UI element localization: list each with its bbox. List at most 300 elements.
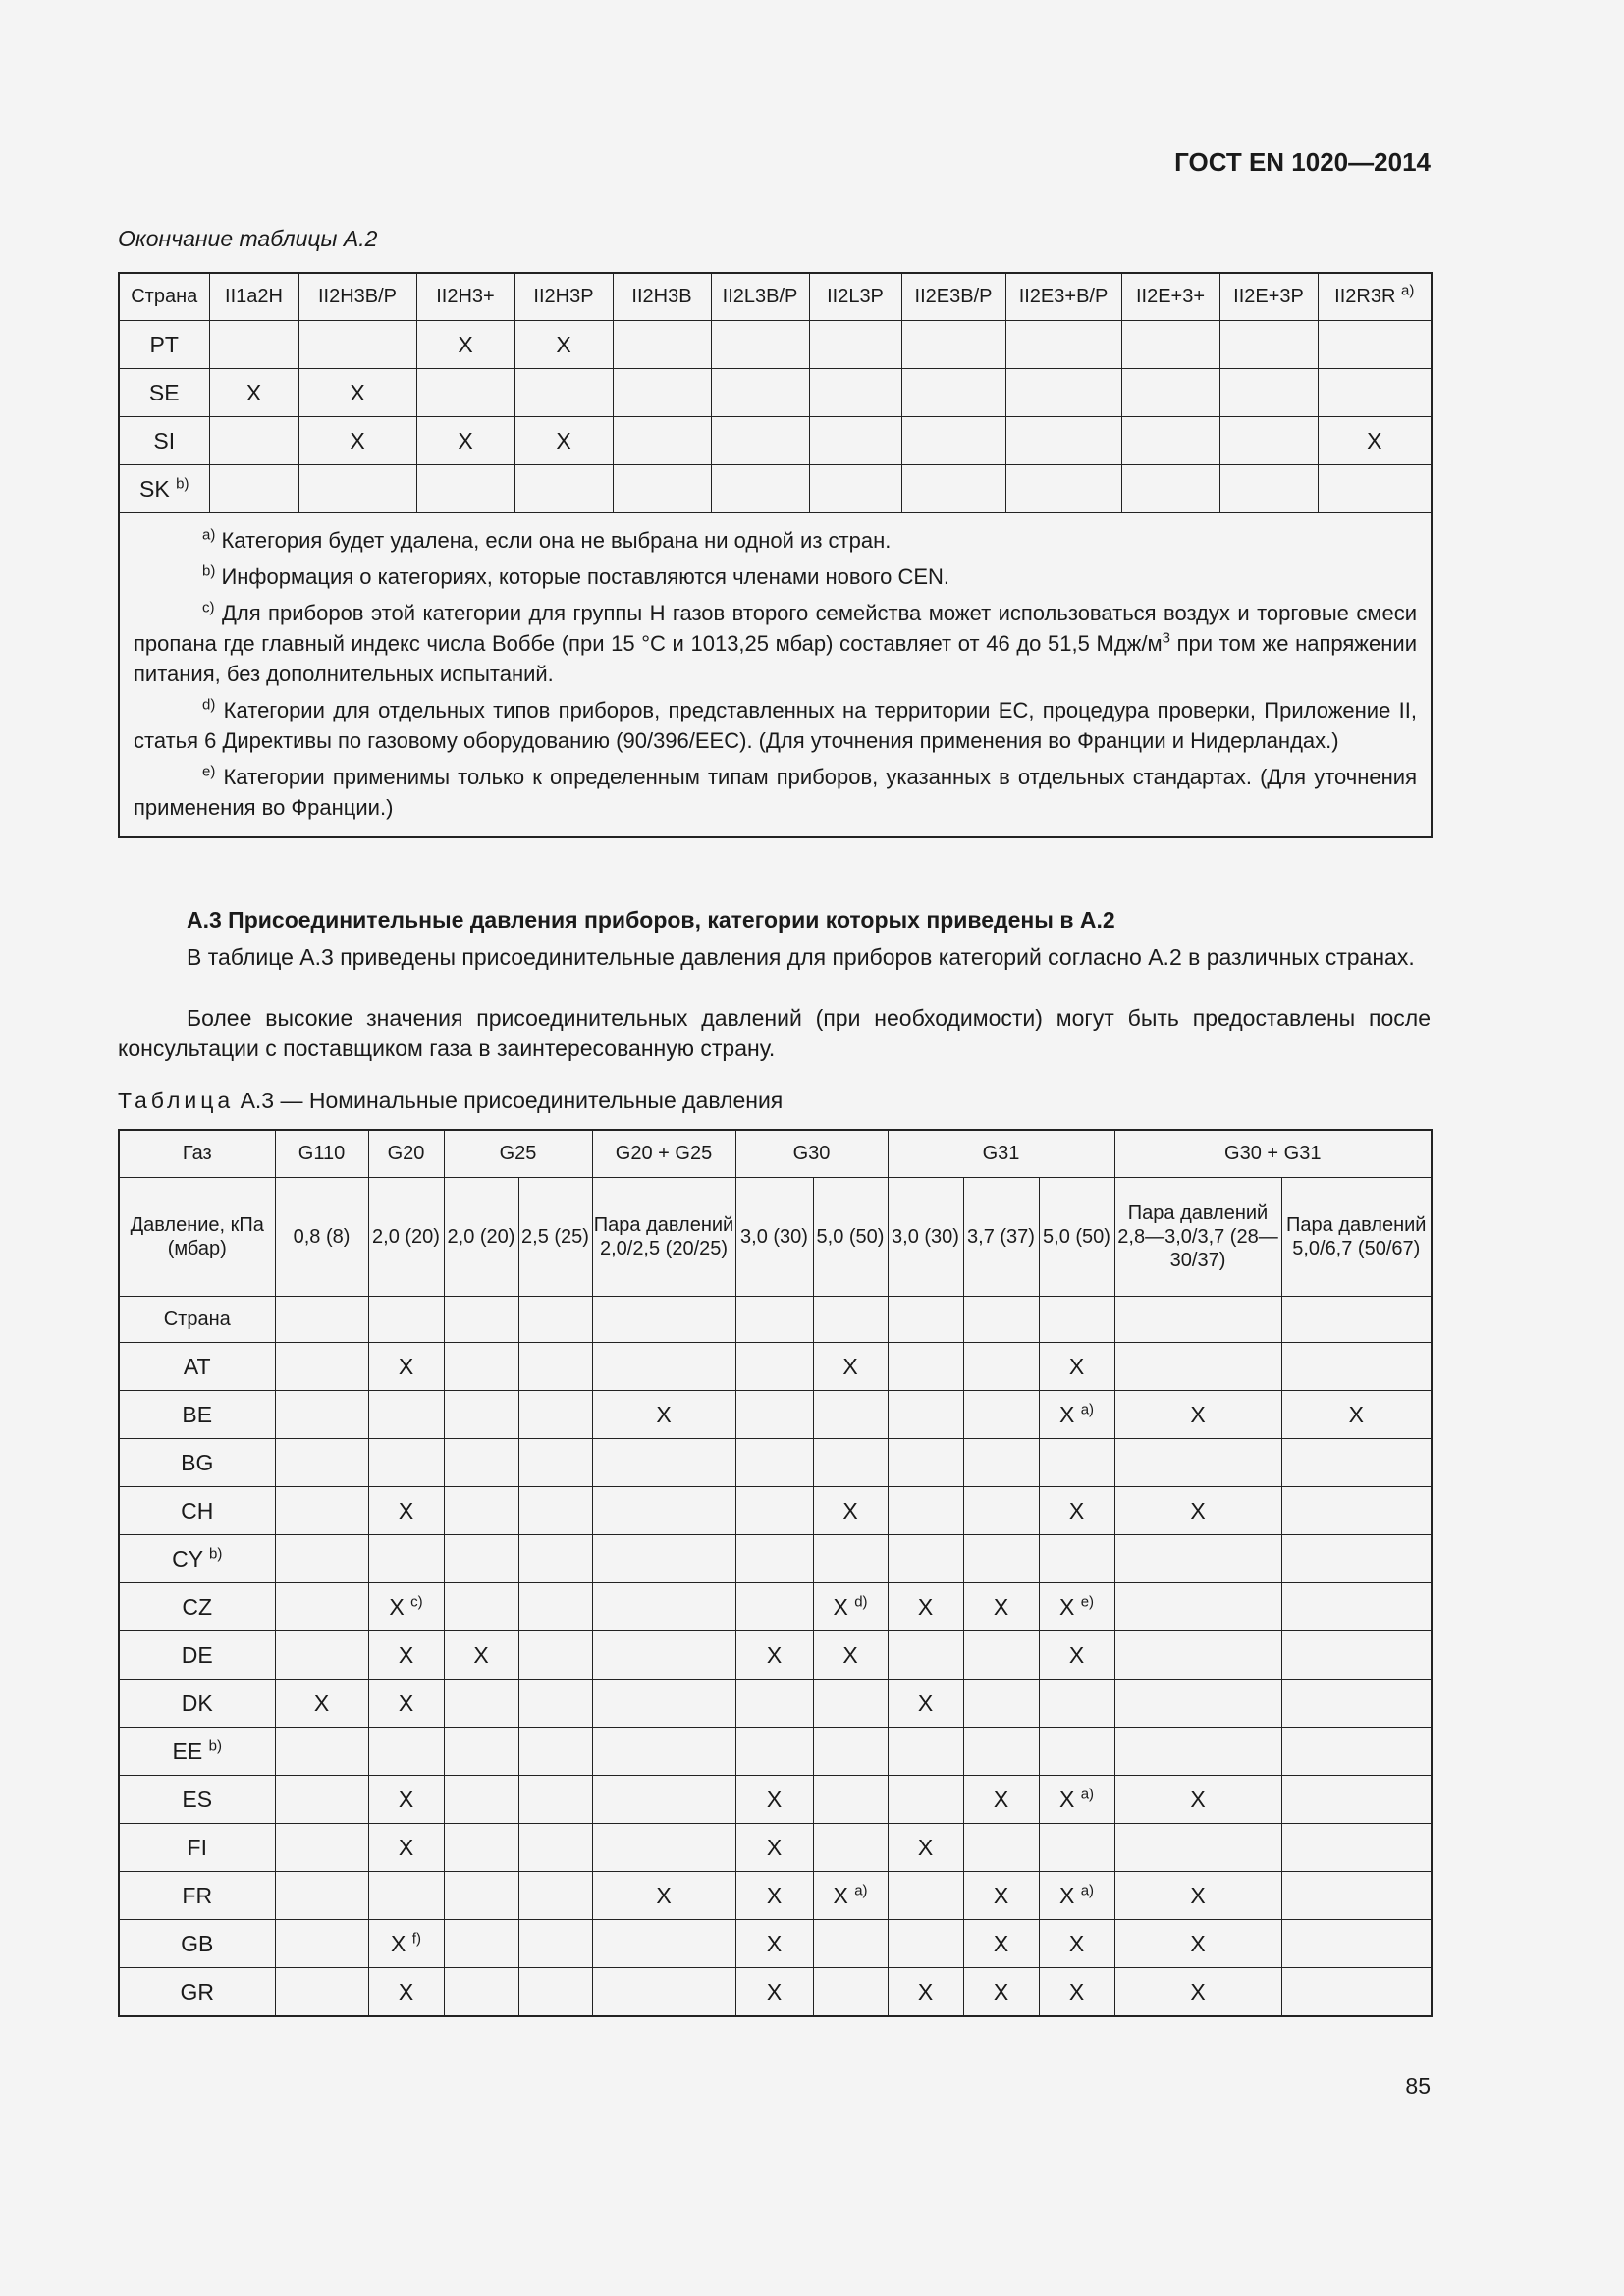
country-cell: SE (119, 369, 209, 417)
mark-cell (1114, 1343, 1281, 1391)
mark-cell (813, 1776, 888, 1824)
mark-cell (275, 1439, 368, 1487)
mark-cell: X (735, 1631, 813, 1680)
mark-cell (518, 1920, 592, 1968)
superscript-mark: b) (208, 1736, 222, 1754)
gas-group-header: G30 + G31 (1114, 1130, 1432, 1178)
mark-cell (368, 1439, 444, 1487)
mark-cell (1039, 1439, 1114, 1487)
mark-cell (518, 1631, 592, 1680)
mark-cell (1281, 1968, 1432, 2017)
table-a3-caption-text: А.3 — Номинальные присоединительные давления (234, 1088, 784, 1113)
mark-cell (809, 465, 901, 513)
country-cell: BE (119, 1391, 275, 1439)
country-cell: FR (119, 1872, 275, 1920)
pressure-header: 3,7 (37) (963, 1178, 1039, 1297)
mark-cell (592, 1439, 735, 1487)
mark-cell (1318, 465, 1432, 513)
mark-cell (888, 1728, 963, 1776)
table-a3 (118, 1129, 1433, 2017)
mark-cell: X (368, 1968, 444, 2017)
mark-cell (735, 1343, 813, 1391)
mark-cell (518, 1872, 592, 1920)
mark-cell: X (1039, 1968, 1114, 2017)
mark-cell (444, 1583, 518, 1631)
mark-cell: X (735, 1920, 813, 1968)
table-row (119, 1728, 1432, 1776)
mark-cell (735, 1728, 813, 1776)
mark-cell: X (888, 1680, 963, 1728)
table-a3-caption-prefix: Таблица (118, 1088, 235, 1113)
superscript-mark: a) (1400, 282, 1415, 299)
pressure-header: 2,5 (25) (518, 1178, 592, 1297)
mark-cell (1121, 369, 1219, 417)
mark-cell (963, 1728, 1039, 1776)
superscript-mark: a) (1080, 1881, 1095, 1898)
mark-cell: X (1114, 1872, 1281, 1920)
mark-cell (444, 1776, 518, 1824)
mark-cell (1281, 1920, 1432, 1968)
gas-group-header: G25 (444, 1130, 592, 1178)
mark-cell (416, 465, 514, 513)
empty-header (518, 1297, 592, 1343)
document-title: ГОСТ EN 1020—2014 (1174, 147, 1431, 177)
mark-cell (1281, 1583, 1432, 1631)
superscript-mark: d) (854, 1592, 868, 1610)
mark-cell (275, 1391, 368, 1439)
mark-cell: X (1114, 1968, 1281, 2017)
superscript-mark: a) (854, 1881, 868, 1898)
mark-cell (735, 1680, 813, 1728)
mark-cell (592, 1968, 735, 2017)
mark-cell (1281, 1343, 1432, 1391)
mark-cell: X (813, 1487, 888, 1535)
empty-header (813, 1297, 888, 1343)
mark-cell (1114, 1439, 1281, 1487)
pressure-header: 3,0 (30) (888, 1178, 963, 1297)
mark-cell (592, 1631, 735, 1680)
superscript-mark: e) (1080, 1592, 1095, 1610)
pressure-header: 0,8 (8) (275, 1178, 368, 1297)
mark-cell (592, 1728, 735, 1776)
superscript-mark: b) (202, 562, 216, 580)
mark-cell (888, 1487, 963, 1535)
mark-cell (963, 1535, 1039, 1583)
footnote: $^{d)}$ Категории для отдельных типов приборов, представленных на территории ЕС, процедура проверки, Приложение II, статья 6 Директивы по газовому оборудованию (90/396/EEC). (Для уточнения применения во Франции и Нидерландах.) (134, 696, 1417, 753)
mark-cell (444, 1872, 518, 1920)
mark-cell: X (416, 321, 514, 369)
country-cell: DK (119, 1680, 275, 1728)
mark-cell (613, 417, 711, 465)
mark-cell (1114, 1728, 1281, 1776)
mark-cell (592, 1583, 735, 1631)
mark-cell (518, 1728, 592, 1776)
empty-header (275, 1297, 368, 1343)
mark-cell (813, 1968, 888, 2017)
mark-cell: X $^{c)}$ (368, 1583, 444, 1631)
mark-cell (813, 1920, 888, 1968)
empty-header (1114, 1297, 1281, 1343)
empty-header (888, 1297, 963, 1343)
mark-cell (1114, 1680, 1281, 1728)
mark-cell (1281, 1680, 1432, 1728)
mark-cell (518, 1391, 592, 1439)
mark-cell (1039, 1824, 1114, 1872)
mark-cell: X (444, 1631, 518, 1680)
column-header: II2H3B/P (298, 273, 416, 321)
mark-cell (1039, 1535, 1114, 1583)
mark-cell: X (963, 1583, 1039, 1631)
table-row (119, 1583, 1432, 1631)
gas-group-header: G20 (368, 1130, 444, 1178)
mark-cell (888, 1776, 963, 1824)
superscript-mark: c) (202, 599, 215, 616)
mark-cell (813, 1391, 888, 1439)
table-row (119, 1680, 1432, 1728)
country-cell: AT (119, 1343, 275, 1391)
superscript-mark: e) (202, 763, 216, 780)
mark-cell: X (735, 1968, 813, 2017)
country-cell: CY $^{b)}$ (119, 1535, 275, 1583)
mark-cell (444, 1439, 518, 1487)
superscript-mark: c) (410, 1592, 423, 1610)
gas-group-header: G20 + G25 (592, 1130, 735, 1178)
table-a2-header-row (119, 273, 1432, 321)
mark-cell: X (1114, 1487, 1281, 1535)
empty-header (963, 1297, 1039, 1343)
mark-cell (368, 1728, 444, 1776)
mark-cell (368, 1535, 444, 1583)
mark-cell (735, 1391, 813, 1439)
gas-group-header: G31 (888, 1130, 1114, 1178)
mark-cell: X (368, 1487, 444, 1535)
mark-cell: X $^{d)}$ (813, 1583, 888, 1631)
mark-cell (901, 417, 1005, 465)
mark-cell (888, 1872, 963, 1920)
mark-cell (275, 1968, 368, 2017)
mark-cell (963, 1631, 1039, 1680)
superscript-mark: f) (411, 1929, 421, 1947)
mark-cell (711, 417, 809, 465)
mark-cell (275, 1631, 368, 1680)
mark-cell (813, 1824, 888, 1872)
mark-cell (735, 1583, 813, 1631)
mark-cell (518, 1680, 592, 1728)
mark-cell (963, 1391, 1039, 1439)
mark-cell (444, 1920, 518, 1968)
column-header: II2E3+B/P (1005, 273, 1121, 321)
mark-cell (1281, 1535, 1432, 1583)
mark-cell: X (368, 1631, 444, 1680)
mark-cell (1039, 1680, 1114, 1728)
mark-cell: X (963, 1968, 1039, 2017)
mark-cell (1219, 369, 1318, 417)
table-a3-gas-row (119, 1130, 1432, 1178)
mark-cell (1281, 1776, 1432, 1824)
table-row (119, 1391, 1432, 1439)
mark-cell (1318, 321, 1432, 369)
mark-cell (809, 321, 901, 369)
empty-header (368, 1297, 444, 1343)
mark-cell (298, 321, 416, 369)
mark-cell: X (888, 1824, 963, 1872)
table-row (119, 417, 1432, 465)
table-row (119, 1631, 1432, 1680)
mark-cell: X (275, 1680, 368, 1728)
mark-cell: X (1114, 1391, 1281, 1439)
mark-cell (592, 1680, 735, 1728)
mark-cell: X $^{a)}$ (1039, 1391, 1114, 1439)
mark-cell (901, 465, 1005, 513)
mark-cell: X (209, 369, 298, 417)
mark-cell (1219, 321, 1318, 369)
mark-cell (275, 1920, 368, 1968)
pressure-header: 3,0 (30) (735, 1178, 813, 1297)
mark-cell (444, 1535, 518, 1583)
mark-cell (1005, 369, 1121, 417)
mark-cell: X $^{a)}$ (813, 1872, 888, 1920)
pressure-header: 2,0 (20) (368, 1178, 444, 1297)
section-a3-paragraph-1: В таблице А.3 приведены присоединительные давления для приборов категорий согласно А.2 в различных странах. (187, 944, 1415, 970)
mark-cell (518, 1487, 592, 1535)
mark-cell (735, 1535, 813, 1583)
country-cell: DE (119, 1631, 275, 1680)
mark-cell (711, 321, 809, 369)
mark-cell (901, 369, 1005, 417)
mark-cell (813, 1728, 888, 1776)
mark-cell (368, 1391, 444, 1439)
mark-cell (1005, 465, 1121, 513)
mark-cell (711, 465, 809, 513)
footnote: $^{b)}$ Информация о категориях, которые поставляются членами нового CEN. (202, 562, 950, 589)
country-cell: EE $^{b)}$ (119, 1728, 275, 1776)
country-cell: ES (119, 1776, 275, 1824)
mark-cell (518, 1968, 592, 2017)
table-a3-pressure-row (119, 1178, 1432, 1297)
mark-cell: X (1039, 1631, 1114, 1680)
mark-cell (813, 1439, 888, 1487)
mark-cell (592, 1920, 735, 1968)
superscript-mark: a) (1080, 1785, 1095, 1802)
country-cell: CH (119, 1487, 275, 1535)
mark-cell (1281, 1824, 1432, 1872)
column-header: II2R3R $^{a)}$ (1318, 273, 1432, 321)
mark-cell: X (592, 1872, 735, 1920)
table-row (119, 1920, 1432, 1968)
mark-cell: X (888, 1583, 963, 1631)
mark-cell (518, 1824, 592, 1872)
mark-cell (1114, 1535, 1281, 1583)
footnote: $^{c)}$ Для приборов этой категории для группы Н газов второго семейства может использоваться воздух и торговые смеси пропана где главный индекс числа Воббе (при 15 °С и 1013,25 мбар) составляет от 46 до 51,5 Мдж/$м^3$ при том же напряжении питания, без дополнительных испытаний. (134, 599, 1417, 686)
mark-cell (888, 1391, 963, 1439)
mark-cell: X (1039, 1343, 1114, 1391)
mark-cell (518, 1439, 592, 1487)
mark-cell: X (592, 1391, 735, 1439)
column-header: II2L3B/P (711, 273, 809, 321)
mark-cell (1114, 1824, 1281, 1872)
mark-cell (275, 1583, 368, 1631)
column-header: Страна (119, 273, 209, 321)
mark-cell (209, 465, 298, 513)
mark-cell (275, 1343, 368, 1391)
table-row (119, 1439, 1432, 1487)
mark-cell (592, 1824, 735, 1872)
mark-cell (592, 1776, 735, 1824)
empty-header (444, 1297, 518, 1343)
country-cell: SK $^{b)}$ (119, 465, 209, 513)
table-row (119, 1872, 1432, 1920)
table-a2 (118, 272, 1433, 838)
table-row (119, 369, 1432, 417)
pressure-header: 5,0 (50) (1039, 1178, 1114, 1297)
mark-cell (613, 369, 711, 417)
column-header: II2H3P (514, 273, 613, 321)
mark-cell (735, 1439, 813, 1487)
mark-cell (1039, 1728, 1114, 1776)
column-header: II1a2H (209, 273, 298, 321)
mark-cell (298, 465, 416, 513)
mark-cell (518, 1583, 592, 1631)
mark-cell (1281, 1728, 1432, 1776)
mark-cell: X $^{e)}$ (1039, 1583, 1114, 1631)
footnote: $^{e)}$ Категории применимы только к определенным типам приборов, указанных в отдельных стандартах. (Для уточнения применения во Франции.) (134, 763, 1417, 820)
table-row (119, 1824, 1432, 1872)
empty-header (592, 1297, 735, 1343)
pressure-header: Пара давлений 2,0/2,5 (20/25) (592, 1178, 735, 1297)
mark-cell (518, 1776, 592, 1824)
mark-cell (275, 1824, 368, 1872)
mark-cell: X (368, 1776, 444, 1824)
mark-cell (1281, 1872, 1432, 1920)
mark-cell: X (963, 1872, 1039, 1920)
pressure-header: Пара давлений 5,0/6,7 (50/67) (1281, 1178, 1432, 1297)
mark-cell (209, 321, 298, 369)
mark-cell (813, 1680, 888, 1728)
mark-cell: X (298, 417, 416, 465)
mark-cell (592, 1487, 735, 1535)
mark-cell: X (735, 1872, 813, 1920)
table-a2-notes (119, 513, 1432, 838)
pressure-label-header: Давление, кПа (мбар) (119, 1178, 275, 1297)
mark-cell (901, 321, 1005, 369)
mark-cell (209, 417, 298, 465)
mark-cell (1281, 1439, 1432, 1487)
mark-cell (592, 1343, 735, 1391)
mark-cell: X (735, 1824, 813, 1872)
mark-cell: X (888, 1968, 963, 2017)
superscript-mark: a) (202, 526, 216, 544)
table-a3-caption (118, 1088, 783, 1114)
mark-cell: X (298, 369, 416, 417)
mark-cell (518, 1343, 592, 1391)
empty-header (1281, 1297, 1432, 1343)
mark-cell: X (1039, 1920, 1114, 1968)
mark-cell: X (368, 1680, 444, 1728)
mark-cell: X $^{a)}$ (1039, 1872, 1114, 1920)
mark-cell (963, 1487, 1039, 1535)
gas-group-header: G110 (275, 1130, 368, 1178)
mark-cell (1005, 417, 1121, 465)
mark-cell (444, 1824, 518, 1872)
country-cell: GR (119, 1968, 275, 2017)
superscript-mark: b) (209, 1544, 223, 1562)
mark-cell (888, 1535, 963, 1583)
mark-cell (963, 1439, 1039, 1487)
mark-cell (275, 1535, 368, 1583)
mark-cell (514, 465, 613, 513)
gas-label-header: Газ (119, 1130, 275, 1178)
mark-cell (1219, 417, 1318, 465)
mark-cell: X (813, 1631, 888, 1680)
mark-cell (592, 1535, 735, 1583)
mark-cell (963, 1824, 1039, 1872)
mark-cell (1121, 465, 1219, 513)
mark-cell (1318, 369, 1432, 417)
pressure-header: Пара давлений 2,8—3,0/3,7 (28—30/37) (1114, 1178, 1281, 1297)
superscript-mark: d) (202, 696, 216, 714)
mark-cell (735, 1487, 813, 1535)
mark-cell: X (416, 417, 514, 465)
pressure-header: 2,0 (20) (444, 1178, 518, 1297)
mark-cell: X $^{a)}$ (1039, 1776, 1114, 1824)
mark-cell (275, 1872, 368, 1920)
mark-cell (444, 1343, 518, 1391)
mark-cell (444, 1487, 518, 1535)
page-number: 85 (1405, 2073, 1431, 2099)
mark-cell: X (813, 1343, 888, 1391)
country-label-header: Страна (119, 1297, 275, 1343)
mark-cell (275, 1728, 368, 1776)
mark-cell (514, 369, 613, 417)
mark-cell: X (1114, 1920, 1281, 1968)
mark-cell: X (1114, 1776, 1281, 1824)
mark-cell (613, 465, 711, 513)
mark-cell (518, 1535, 592, 1583)
country-cell: SI (119, 417, 209, 465)
mark-cell: X (514, 321, 613, 369)
country-cell: BG (119, 1439, 275, 1487)
gas-group-header: G30 (735, 1130, 888, 1178)
mark-cell (1005, 321, 1121, 369)
mark-cell (444, 1680, 518, 1728)
mark-cell (888, 1343, 963, 1391)
country-cell: CZ (119, 1583, 275, 1631)
mark-cell (888, 1631, 963, 1680)
mark-cell: X (1039, 1487, 1114, 1535)
mark-cell (1281, 1631, 1432, 1680)
table-row (119, 1535, 1432, 1583)
mark-cell (275, 1487, 368, 1535)
superscript-mark: b) (176, 474, 189, 492)
mark-cell (963, 1680, 1039, 1728)
mark-cell (613, 321, 711, 369)
mark-cell: X (368, 1824, 444, 1872)
mark-cell (1121, 321, 1219, 369)
mark-cell (1121, 417, 1219, 465)
mark-cell: X (368, 1343, 444, 1391)
table-row (119, 1968, 1432, 2017)
empty-header (735, 1297, 813, 1343)
mark-cell (275, 1776, 368, 1824)
column-header: II2E+3+ (1121, 273, 1219, 321)
mark-cell (888, 1920, 963, 1968)
mark-cell (1114, 1631, 1281, 1680)
table-row (119, 1343, 1432, 1391)
section-a3-paragraph-2: Более высокие значения присоединительных давлений (при необходимости) могут быть предоставлены после консультации с поставщиком газа в заинтересованную страну. (118, 1005, 1431, 1061)
mark-cell (444, 1391, 518, 1439)
mark-cell (813, 1535, 888, 1583)
mark-cell (1281, 1487, 1432, 1535)
